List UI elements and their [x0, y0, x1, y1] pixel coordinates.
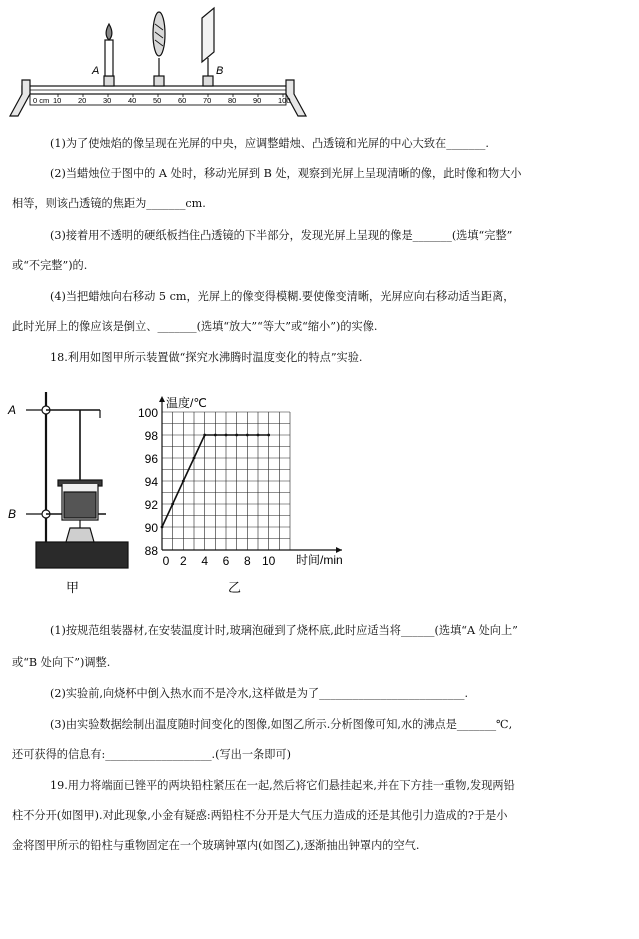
chart-grid	[162, 412, 290, 550]
ruler-tick-label: 40	[128, 96, 137, 105]
ruler-tick-label: 30	[103, 96, 112, 105]
data-point	[182, 480, 185, 483]
y-tick-label: 88	[144, 544, 158, 558]
ruler-tick-label: 100	[278, 96, 291, 105]
q18-title: 18.利用如图甲所示装置做“探究水沸腾时温度变化的特点”实验.	[50, 351, 363, 364]
chart-ylabel: 温度/℃	[166, 396, 207, 410]
ruler-tick-label: 20	[78, 96, 87, 105]
data-point	[193, 457, 196, 460]
q19-line-1: 19.用力将端面已锉平的两块铅柱紧压在一起,然后将它们悬挂起来,并在下方挂一重物,发现两铅	[50, 779, 515, 792]
q17-line-3: 相等，则该凸透镜的焦距为_______cm.	[12, 197, 206, 210]
bench-label-a: A	[92, 65, 100, 77]
ruler-unit-label: 0 cm	[33, 96, 50, 105]
chart-tick-labels	[138, 406, 276, 568]
data-point	[161, 526, 164, 529]
ruler-tick-label: 10	[53, 96, 62, 105]
x-tick-label: 8	[243, 554, 251, 568]
ruler-tick-label: 50	[153, 96, 162, 105]
apparatus-label-a: A	[8, 403, 17, 417]
data-point	[246, 434, 249, 437]
bench-label-b: B	[216, 65, 224, 77]
q18-line-1: (1)按规范组装器材,在安装温度计时,玻璃泡碰到了烧杯底,此时应适当将______(选填“A 处向上”	[50, 624, 518, 637]
q18-line-2: 或“B 处向下”)调整.	[12, 656, 111, 669]
ruler-tick-label: 70	[203, 96, 212, 105]
q18-line-4: (3)由实验数据绘制出温度随时间变化的图像,如图乙所示.分析图像可知,水的沸点是_______℃,	[50, 718, 513, 731]
ruler-tick-label: 60	[178, 96, 187, 105]
y-tick-label: 100	[137, 406, 158, 420]
data-point	[225, 434, 228, 437]
apparatus-label-b: B	[8, 507, 17, 521]
data-point	[171, 503, 174, 506]
q17-line-6: (4)当把蜡烛向右移动 5 cm，光屏上的像变得模糊.要使像变清晰，光屏应向右移动适当距离，	[50, 290, 515, 303]
x-tick-label: 6	[222, 554, 230, 568]
ruler-tick-label: 80	[228, 96, 237, 105]
y-axis-arrow-icon	[159, 396, 165, 402]
x-tick-label: 2	[179, 554, 187, 568]
q17-line-1: (1)为了使烛焰的像呈现在光屏的中央，应调整蜡烛、凸透镜和光屏的中心大致在_______.	[50, 137, 489, 150]
x-tick-label: 10	[261, 554, 276, 568]
y-tick-label: 94	[144, 475, 158, 489]
x-tick-label: 4	[201, 554, 209, 568]
q18-line-3: (2)实验前,向烧杯中倒入热水而不是冷水,这样做是为了__________________________.	[50, 687, 469, 700]
data-point	[267, 434, 270, 437]
chart-caption: 乙	[228, 580, 242, 595]
data-point	[203, 434, 206, 437]
q17-line-4: (3)接着用不透明的硬纸板挡住凸透镜的下半部分，发现光屏上呈现的像是_______(选填“完整”	[50, 229, 513, 242]
x-tick-label: 0	[162, 554, 170, 568]
q17-line-7: 此时光屏上的像应该是倒立、_______(选填“放大”“等大”或“缩小”)的实像.	[12, 320, 378, 333]
q19-line-3: 金将图甲所示的铅柱与重物固定在一个玻璃钟罩内(如图乙),逐渐抽出钟罩内的空气.	[12, 839, 420, 852]
chart-xlabel: 时间/min	[296, 553, 343, 567]
ruler-tick-label: 90	[253, 96, 262, 105]
apparatus-caption: 甲	[66, 580, 80, 595]
q17-line-2: (2)当蜡烛位于图中的 A 处时，移动光屏到 B 处，观察到光屏上呈现清晰的像，此时像和物大小	[50, 167, 522, 180]
q17-line-5: 或“不完整”)的.	[12, 259, 88, 272]
q18-line-5: 还可获得的信息有:___________________.(写出一条即可)	[12, 748, 291, 761]
data-point	[235, 434, 238, 437]
y-tick-label: 98	[144, 429, 158, 443]
y-tick-label: 90	[144, 521, 158, 535]
y-tick-label: 96	[144, 452, 158, 466]
y-tick-label: 92	[144, 498, 158, 512]
data-point	[257, 434, 260, 437]
q19-line-2: 柱不分开(如图甲).对此现象,小金有疑惑:两铅柱不分开是大气压力造成的还是其他引力造成的?于是小	[12, 809, 508, 822]
data-point	[214, 434, 217, 437]
